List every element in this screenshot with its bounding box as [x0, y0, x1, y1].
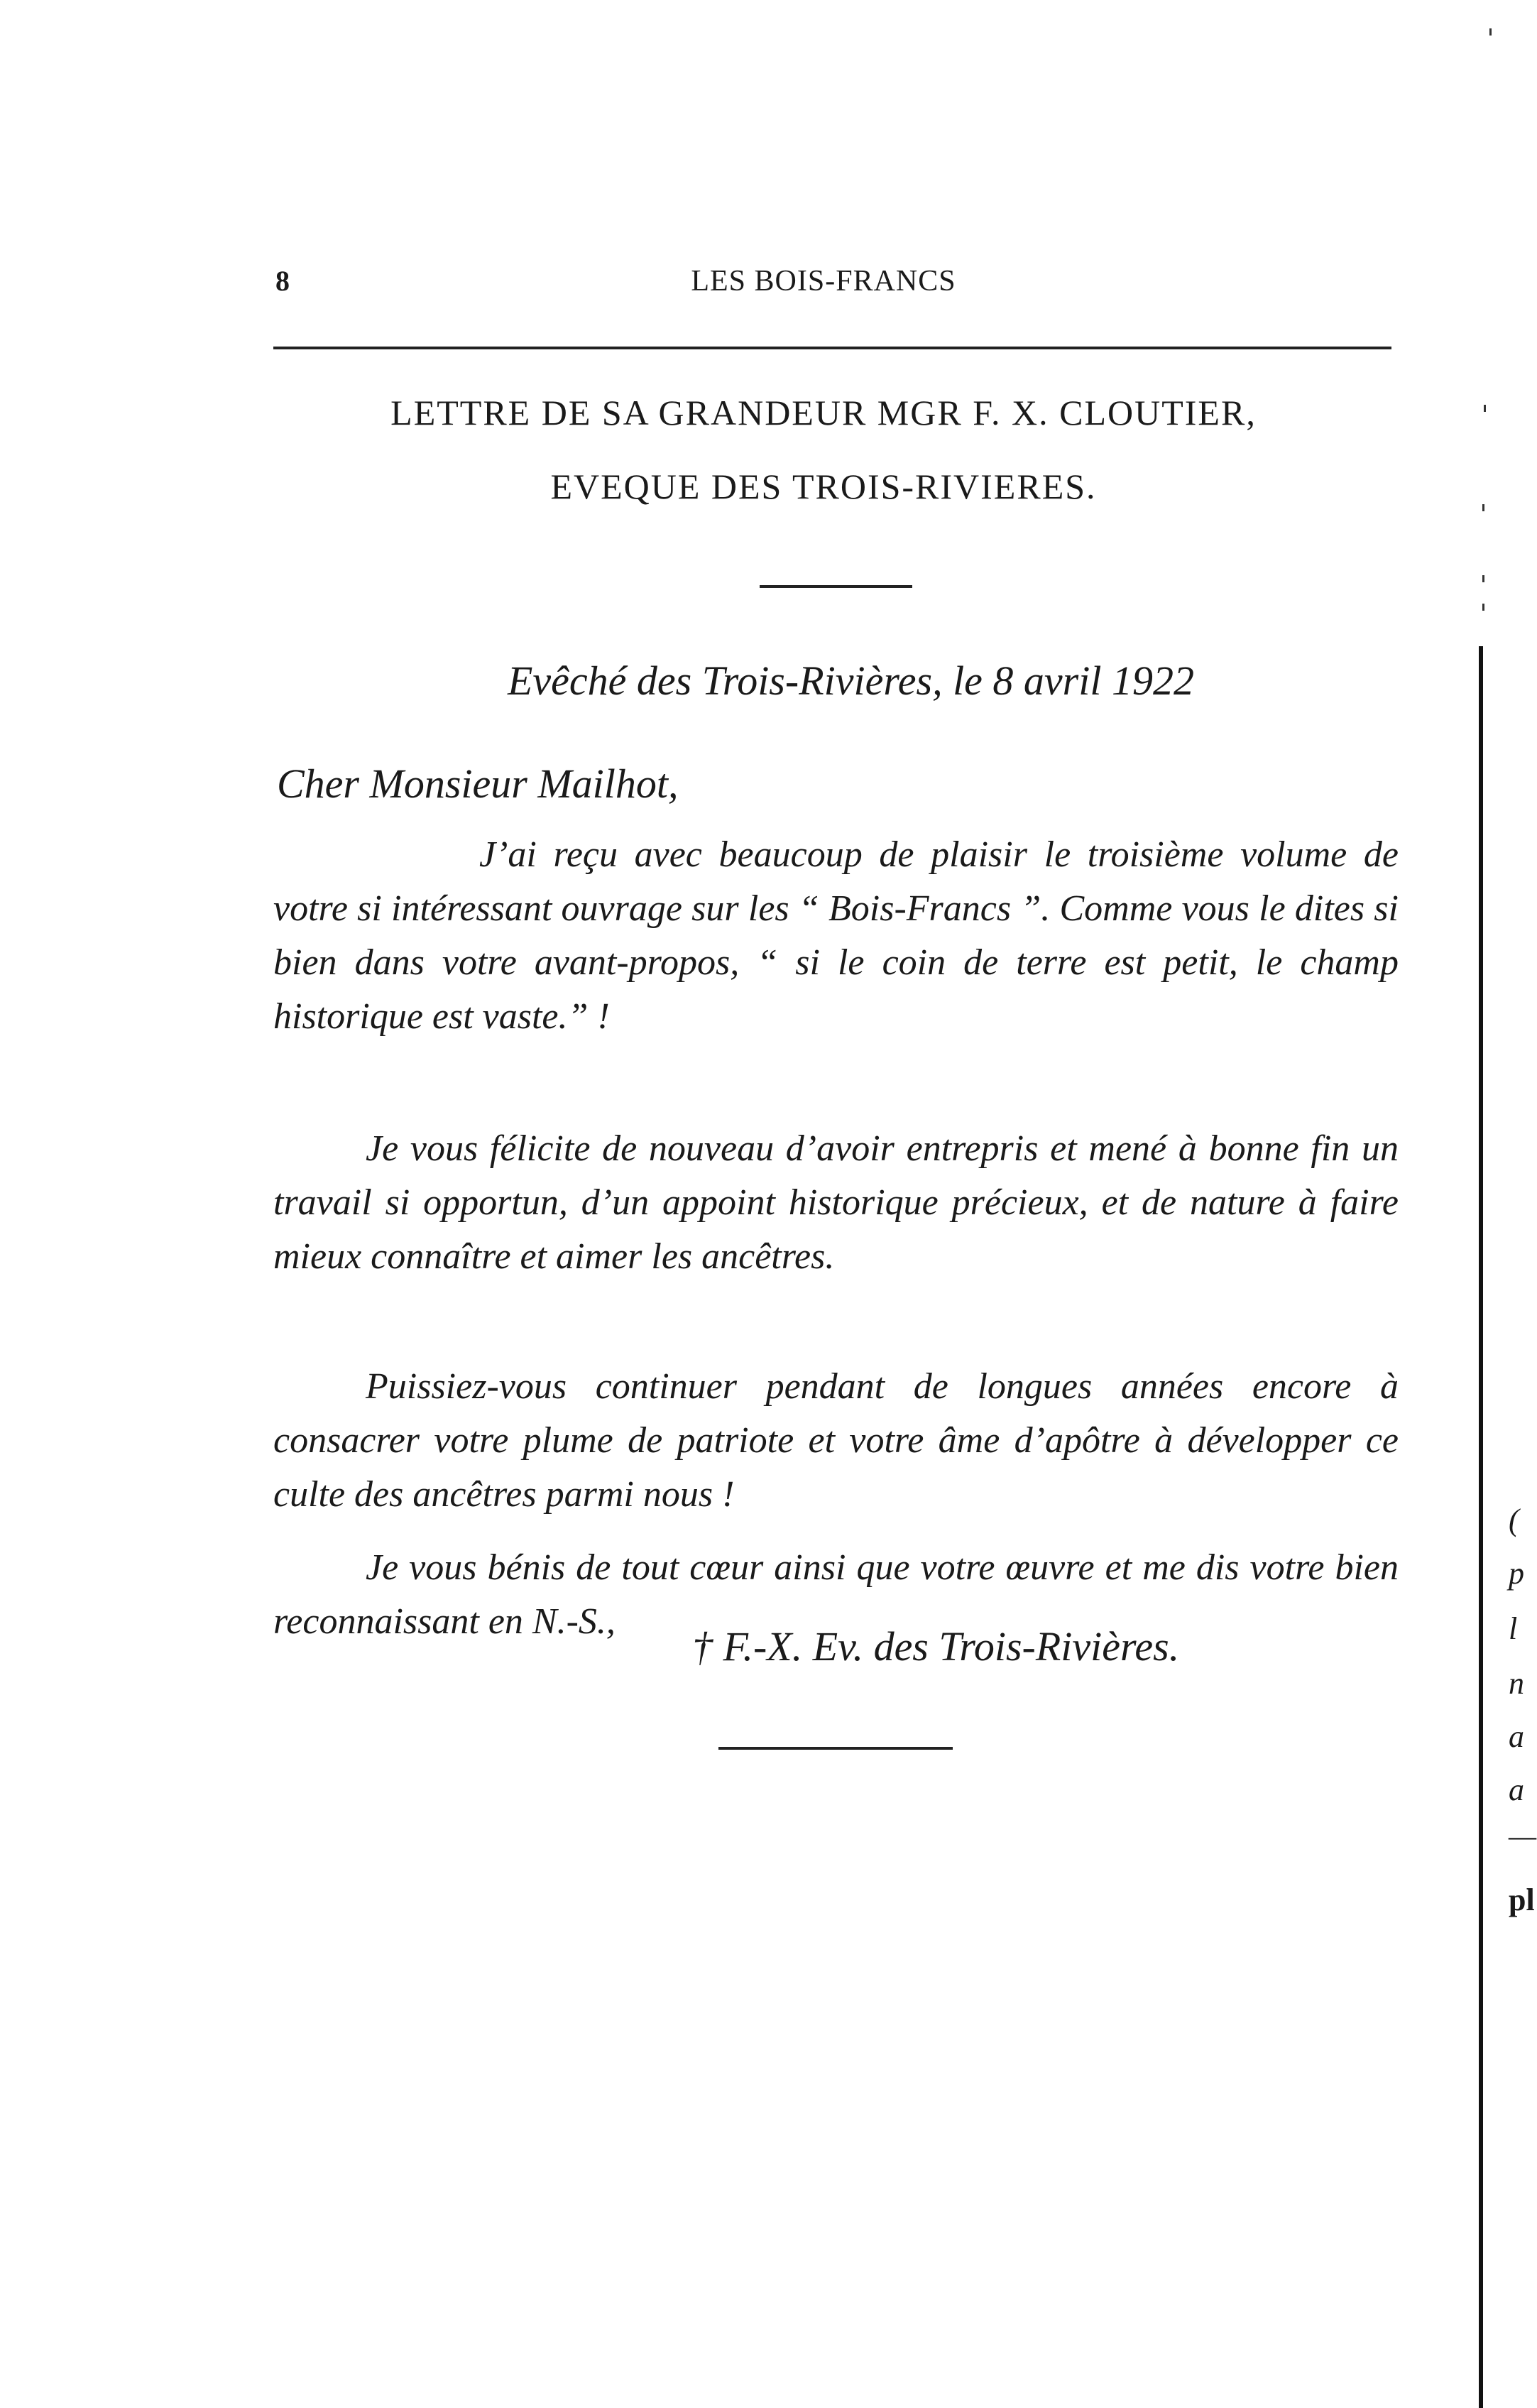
header-rule: [273, 347, 1391, 349]
title-separator-rule: [760, 585, 912, 588]
letter-paragraph-1: J’ai reçu avec beaucoup de plaisir le troisième volume de votre si intéressant ouvrage sur les “ Bois-Francs ”. Comme vous le dites si bien dans votre avant-propos, “ si le coin de terre est petit, le champ historique est vaste.” !: [273, 834, 1399, 1037]
facing-page-fragment: p: [1509, 1556, 1524, 1591]
letter-paragraph-2: Je vous félicite de nouveau d’avoir entrepris et mené à bonne fin un travail si opportun, d’un appoint historique précieux, et de nature à faire mieux connaître et aimer les ancêtres.: [273, 1128, 1399, 1277]
letter-title-line-2: EVEQUE DES TROIS-RIVIERES.: [550, 467, 1097, 506]
letter-signature: † F.-X. Ev. des Trois-Rivières.: [692, 1623, 1180, 1669]
facing-page-fragment: n: [1509, 1666, 1524, 1701]
facing-page-fragment: (: [1509, 1503, 1519, 1537]
page-number: 8: [275, 265, 290, 297]
scan-speck: [1484, 405, 1486, 412]
facing-page-fragment: l: [1509, 1611, 1518, 1646]
gutter-edge-line: [1479, 646, 1483, 2408]
scan-speck: [1482, 504, 1484, 511]
facing-page-fragment: —: [1509, 1819, 1537, 1853]
letter-title-line-1: LETTRE DE SA GRANDEUR MGR F. X. CLOUTIER,: [390, 393, 1257, 432]
letter-salutation: Cher Monsieur Mailhot,: [277, 761, 679, 807]
scan-speck: [1489, 28, 1492, 36]
scan-speck: [1482, 575, 1484, 582]
running-title: LES BOIS-FRANCS: [691, 265, 956, 298]
facing-page-fragment: a: [1509, 1772, 1524, 1807]
scan-speck: [1482, 604, 1484, 611]
letter-paragraph-3: Puissiez-vous continuer pendant de longues années encore à consacrer votre plume de patriote et votre âme d’apôtre à développer ce culte des ancêtres parmi nous !: [273, 1366, 1399, 1515]
letter-paragraph-4: Je vous bénis de tout cœur ainsi que votre œuvre et me dis votre bien reconnaissant en N.-S.,: [273, 1547, 1399, 1642]
page-header: [270, 264, 1377, 307]
facing-page-fragment: a: [1509, 1719, 1524, 1754]
closing-rule: [718, 1747, 953, 1750]
facing-page-fragment: pl: [1509, 1883, 1535, 1917]
letter-dateline: Evêché des Trois-Rivières, le 8 avril 1922: [508, 658, 1194, 704]
